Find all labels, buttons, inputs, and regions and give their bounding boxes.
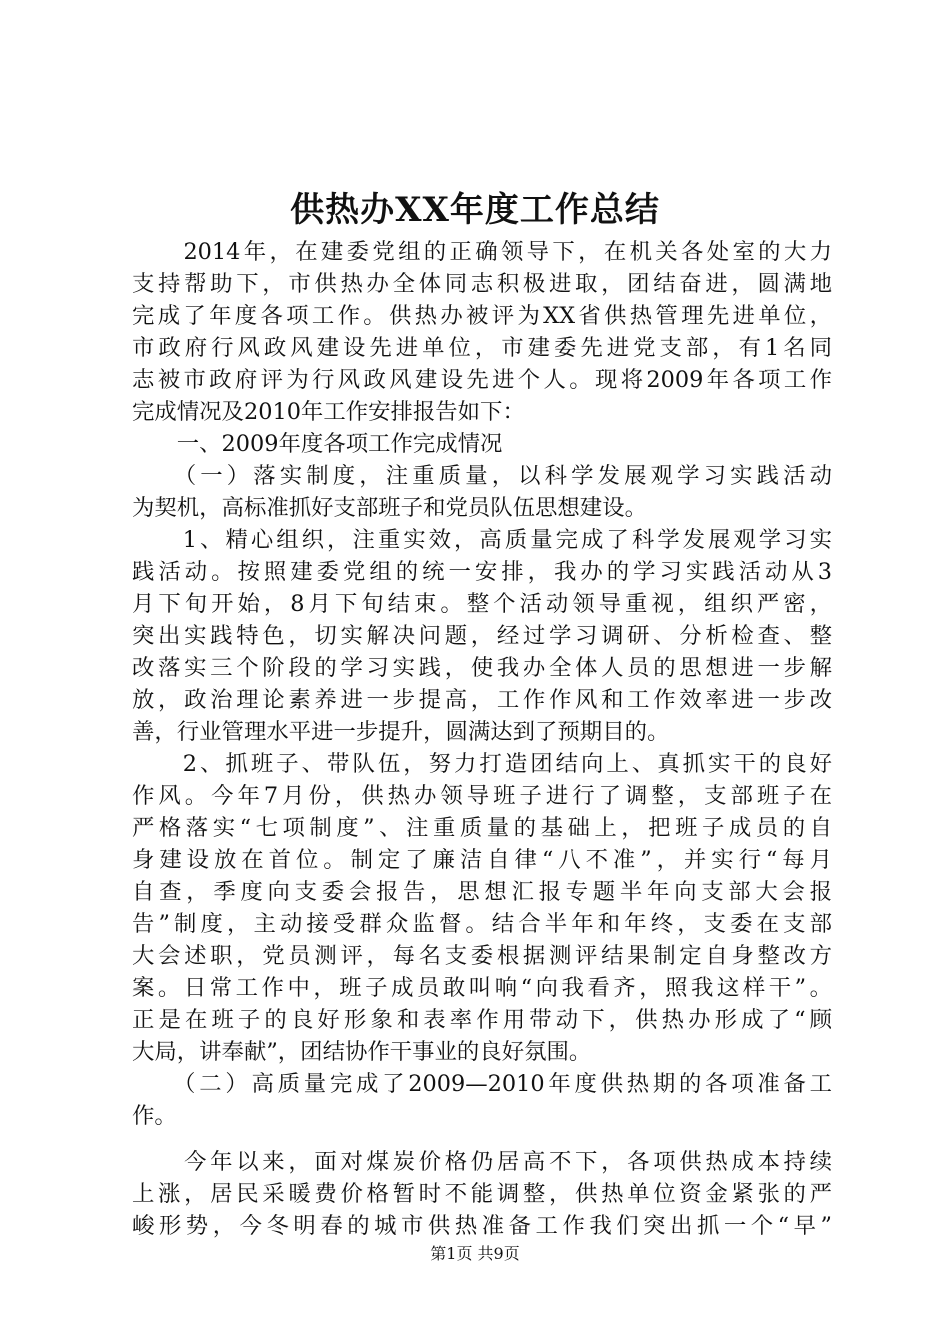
body-line: 月下旬开始，8月下旬结束。整个活动领导重视，组织严密， — [132, 591, 832, 617]
body-line: 放，政治理论素养进一步提高，工作作风和工作效率进一步改 — [132, 687, 832, 713]
body-line: 正是在班子的良好形象和表率作用带动下，供热办形成了“顾 — [132, 1007, 832, 1033]
document-title: 供热办XX年度工作总结 — [290, 190, 660, 230]
body-line: 大会述职，党员测评，每名支委根据测评结果制定自身整改方 — [132, 943, 832, 969]
body-line: 自查，季度向支委会报告，思想汇报专题半年向支部大会报 — [132, 879, 832, 905]
body-line: 上涨，居民采暖费价格暂时不能调整，供热单位资金紧张的严 — [132, 1181, 832, 1207]
body-line: 突出实践特色，切实解决问题，经过学习调研、分析检查、整 — [132, 623, 832, 649]
body-line: （一）落实制度，注重质量，以科学发展观学习实践活动 — [132, 463, 832, 489]
body-line: 市政府行风政风建设先进单位，市建委先进党支部，有1名同 — [132, 335, 832, 361]
body-line: 1、精心组织，注重实效，高质量完成了科学发展观学习实 — [132, 527, 832, 553]
body-line: 2、抓班子、带队伍，努力打造团结向上、真抓实干的良好 — [132, 751, 832, 777]
body-line: 今年以来，面对煤炭价格仍居高不下，各项供热成本持续 — [132, 1149, 832, 1175]
body-line: 作。 — [132, 1103, 177, 1129]
body-line: 严格落实“七项制度”、注重质量的基础上，把班子成员的自 — [132, 815, 832, 841]
body-line: 2014年，在建委党组的正确领导下，在机关各处室的大力 — [132, 239, 832, 265]
body-line: （二）高质量完成了2009—2010年度供热期的各项准备工 — [132, 1071, 832, 1097]
body-line: 改落实三个阶段的学习实践，使我办全体人员的思想进一步解 — [132, 655, 832, 681]
body-line: 践活动。按照建委党组的统一安排，我办的学习实践活动从3 — [132, 559, 832, 585]
body-line: 志被市政府评为行风政风建设先进个人。现将2009年各项工作 — [132, 367, 832, 393]
body-line: 案。日常工作中，班子成员敢叫响“向我看齐，照我这样干”。 — [132, 975, 832, 1001]
body-line: 身建设放在首位。制定了廉洁自律“八不准”，并实行“每月 — [132, 847, 832, 873]
body-line: 一、2009年度各项工作完成情况 — [132, 431, 503, 457]
body-line: 峻形势，今冬明春的城市供热准备工作我们突出抓一个“早” — [132, 1213, 832, 1239]
document-body — [132, 236, 832, 1242]
body-line: 善，行业管理水平进一步提升，圆满达到了预期目的。 — [132, 719, 670, 745]
body-line: 告”制度，主动接受群众监督。结合半年和年终，支委在支部 — [132, 911, 832, 937]
body-line: 完成情况及2010年工作安排报告如下： — [132, 399, 525, 425]
body-line: 支持帮助下，市供热办全体同志积极进取，团结奋进，圆满地 — [132, 271, 832, 297]
body-line: 作风。今年7月份，供热办领导班子进行了调整，支部班子在 — [132, 783, 832, 809]
body-line: 大局，讲奉献”，团结协作干事业的良好氛围。 — [132, 1039, 592, 1065]
page-footer: 第1页 共9页 — [430, 1244, 520, 1263]
body-line: 为契机，高标准抓好支部班子和党员队伍思想建设。 — [132, 495, 647, 521]
body-line: 完成了年度各项工作。供热办被评为XX省供热管理先进单位， — [132, 303, 832, 329]
